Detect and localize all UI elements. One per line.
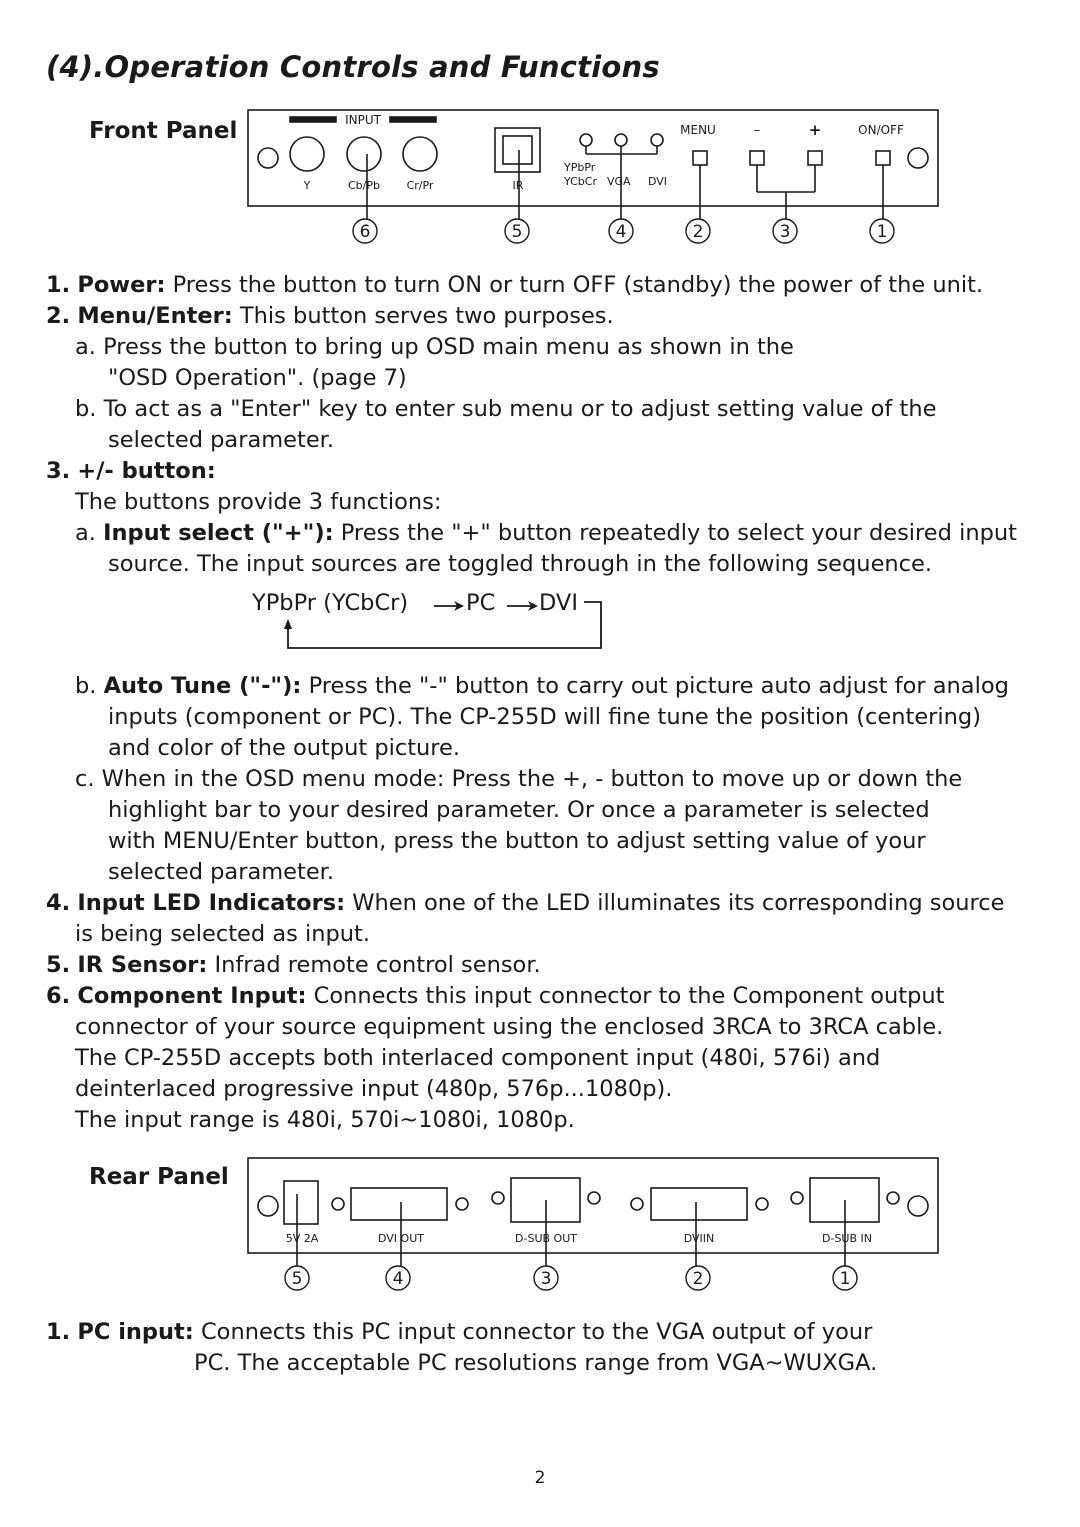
item-component-line2: connector of your source equipment using the enclosed 3RCA to 3RCA cable. [75, 1014, 944, 1040]
item-osd-line2: highlight bar to your desired parameter. Or once a parameter is selected [108, 797, 930, 823]
ir-sensor-window [495, 128, 540, 172]
item-auto-tune-line3: and color of the output picture. [108, 735, 461, 761]
page-number: 2 [534, 1468, 546, 1488]
port-label-dsub-out: D-SUB OUT [515, 1232, 577, 1245]
item-osd-line3: with MENU/Enter button, press the button to adjust setting value of your [108, 828, 926, 854]
sequence-dvi: DVI [539, 590, 578, 616]
page-title: (4).Operation Controls and Functions [46, 50, 660, 84]
led-dvi [651, 134, 663, 146]
button-label-menu: MENU [680, 123, 716, 137]
jack-label-y: Y [303, 179, 311, 192]
item-led-indicators: 4. Input LED Indicators: When one of the LED illuminates its corresponding source [46, 890, 1005, 916]
led-ypbpr [580, 134, 592, 146]
jack-label-crpr: Cr/Pr [406, 179, 434, 192]
power-port [284, 1181, 318, 1224]
menu-button [693, 151, 707, 165]
button-label-onoff: ON/OFF [858, 123, 904, 137]
item-osd-line4: selected parameter. [108, 859, 334, 885]
svg-text:1: 1 [839, 1269, 851, 1289]
item-component-line3: The CP-255D accepts both interlaced component input (480i, 576i) and [75, 1045, 881, 1071]
led-label-dvi: DVI [648, 175, 668, 188]
item-component-line4: deinterlaced progressive input (480p, 576p...1080p). [75, 1076, 673, 1102]
item-auto-tune-line2: inputs (component or PC). The CP-255D will fine tune the position (centering) [108, 704, 981, 730]
item-menu-a-line2: "OSD Operation". (page 7) [108, 365, 407, 391]
dvi-in-port [651, 1188, 747, 1220]
item-pc-input: 1. PC input: Connects this PC input connector to the VGA output of your [46, 1319, 873, 1345]
item-menu-enter: 2. Menu/Enter: This button serves two purposes. [46, 303, 614, 329]
crpr-jack [403, 137, 437, 171]
plus-button [808, 151, 822, 165]
svg-text:4: 4 [392, 1269, 404, 1289]
svg-text:5: 5 [511, 222, 523, 242]
rear-mount-hole-left [258, 1196, 278, 1216]
sequence-arrows [280, 592, 610, 654]
item-auto-tune-line1: b. Auto Tune ("-"): Press the "-" button to carry out picture auto adjust for analog [75, 673, 1009, 699]
item-led-indicators-line2: is being selected as input. [75, 921, 371, 947]
port-label-dvi-out: DVI OUT [378, 1232, 424, 1245]
item-osd-line1: c. When in the OSD menu mode: Press the +, - button to move up or down the [75, 766, 963, 792]
item-input-select-line1: a. Input select ("+"): Press the "+" button repeatedly to select your desired input [75, 520, 1017, 546]
item-power: 1. Power: Press the button to turn ON or turn OFF (standby) the power of the unit. [46, 272, 984, 298]
svg-text:6: 6 [359, 222, 371, 242]
item-menu-b-line1: b. To act as a "Enter" key to enter sub menu or to adjust setting value of the [75, 396, 937, 422]
led-vga [615, 134, 627, 146]
minus-button [750, 151, 764, 165]
item-ir-sensor: 5. IR Sensor: Infrad remote control sensor. [46, 952, 541, 978]
front-panel-label: Front Panel [89, 118, 238, 144]
button-label-plus: + [808, 121, 822, 139]
front-panel-diagram [240, 104, 950, 254]
cbpb-jack [347, 137, 381, 171]
input-label: INPUT [345, 113, 381, 127]
item-pc-input-line2: PC. The acceptable PC resolutions range from VGA~WUXGA. [194, 1350, 878, 1376]
svg-text:2: 2 [692, 1269, 704, 1289]
front-mount-hole-right [908, 148, 928, 168]
port-label-dvi-in: DVIIN [683, 1232, 715, 1245]
item-menu-a-line1: a. Press the button to bring up OSD main menu as shown in the [75, 334, 794, 360]
item-component-line5: The input range is 480i, 570i~1080i, 1080p. [75, 1107, 575, 1133]
rear-panel-diagram [240, 1150, 950, 1300]
led-label-vga: VGA [607, 175, 631, 188]
sequence-ypbpr: YPbPr (YCbCr) [252, 590, 409, 616]
item-plus-minus: 3. +/- button: [46, 458, 216, 484]
svg-text:5: 5 [291, 1269, 303, 1289]
item-component-input: 6. Component Input: Connects this input connector to the Component output [46, 983, 945, 1009]
onoff-button [876, 151, 890, 165]
dvi-out-port [351, 1188, 447, 1220]
rear-panel-label: Rear Panel [89, 1164, 229, 1190]
svg-text:4: 4 [615, 222, 627, 242]
led-label-ycbcr: YCbCr [564, 175, 597, 188]
port-label-dsub-in: D-SUB IN [822, 1232, 872, 1245]
item-menu-b-line2: selected parameter. [108, 427, 334, 453]
y-jack [290, 137, 324, 171]
item-input-select-line2: source. The input sources are toggled through in the following sequence. [108, 551, 933, 577]
item-plus-minus-intro: The buttons provide 3 functions: [75, 489, 442, 515]
svg-text:3: 3 [540, 1269, 552, 1289]
svg-text:2: 2 [692, 222, 704, 242]
led-label-ypbpr: YPbPr [564, 161, 596, 174]
svg-text:1: 1 [876, 222, 888, 242]
ir-label: IR [512, 179, 524, 192]
front-mount-hole-left [258, 148, 278, 168]
sequence-pc: PC [466, 590, 496, 616]
button-label-minus: – [753, 123, 761, 138]
port-label-power: 5V 2A [285, 1232, 319, 1245]
rear-mount-hole-right [908, 1196, 928, 1216]
jack-label-cbpb: Cb/Pb [348, 179, 380, 192]
svg-text:3: 3 [779, 222, 791, 242]
